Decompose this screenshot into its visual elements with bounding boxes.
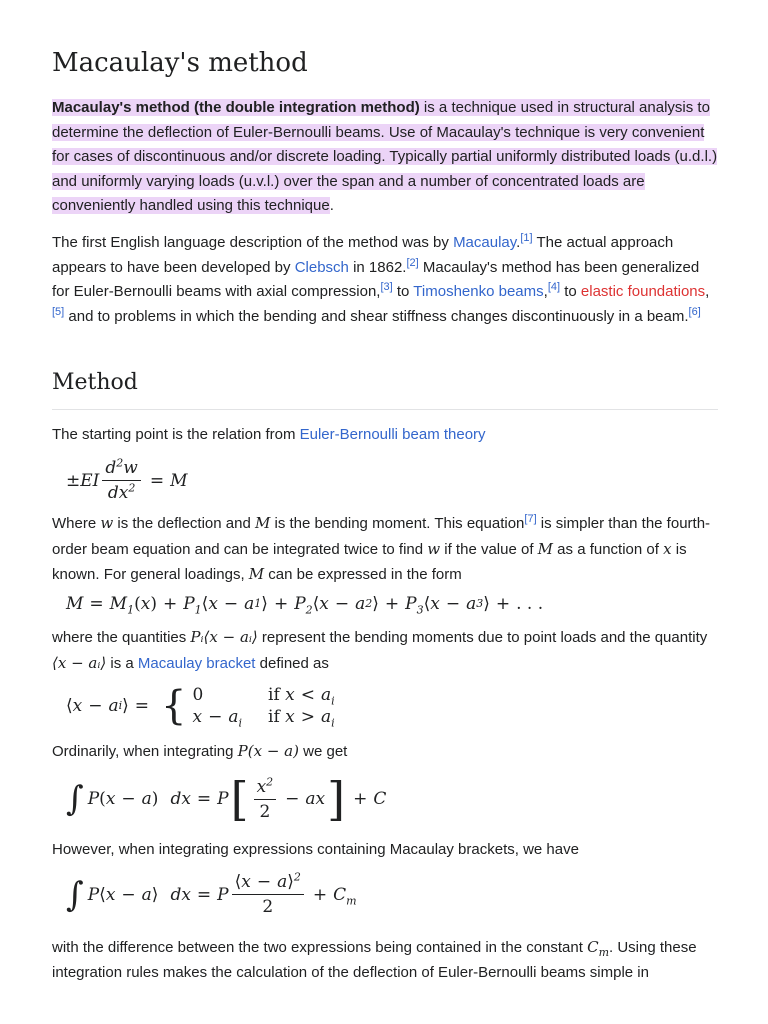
equation-beam-relation: ± EI $\frac{d^2w}{dx^2}$ = M bbox=[66, 456, 188, 503]
ref-3[interactable]: [3] bbox=[380, 281, 393, 293]
link-elastic-foundations[interactable]: elastic foundations bbox=[580, 283, 706, 300]
equation-macaulay-integral: ∫ P ⟨ x − a ⟩ dx = P $\frac{⟨x - a⟩^2}{2}$ + $C_m$ bbox=[66, 870, 357, 917]
history-paragraph: The first English language description of the method was by Macaulay.[1] The actual approach appears to have been developed by Clebsch in 1862.[2] Macaulay's method has been generalized for Euler-Bernoulli beams with axial compression,[3] to Timoshenko beams,[4] to elastic foundations,[5] and to problems in which the bending and shear stiffness changes discontinuously in a beam.[6] bbox=[52, 232, 710, 325]
equation-macaulay-bracket-definition: ⟨ x − a i ⟩ = { 0 if $x < a_i$ $x - a_i$ if $x > a_i$ bbox=[66, 683, 335, 730]
equation-ordinary-integral: ∫ P ( x − a ) dx = P [ $\frac{x^2}{2}$ − ax ] + C bbox=[66, 772, 387, 826]
however-paragraph: However, when integrating expressions containing Macaulay brackets, we have bbox=[52, 841, 579, 858]
with-difference-paragraph: with the difference between the two expressions being contained in the constant $C_m$. Using these integration rules makes the calculation of the deflection of Euler-Bernoulli beams simple in bbox=[52, 938, 697, 981]
link-clebsch[interactable]: Clebsch bbox=[294, 258, 349, 276]
ref-6[interactable]: [6] bbox=[688, 305, 701, 318]
intro-text: is a technique used in structural analysis to determine the deflection of Euler-Bernoulli beams. Use of Macaulay's technique is very convenient for cases of discontinuous and/or discrete loading. Typically partial uniformly distributed loads (u.d.l.) and uniformly varying loads (u.v.l.) over the span and a number of concentrated loads are conveniently handled using this technique bbox=[52, 99, 718, 214]
link-timoshenko-beams[interactable]: Timoshenko beams bbox=[413, 283, 544, 300]
ref-5[interactable]: [5] bbox=[52, 305, 65, 318]
link-euler-bernoulli-beam-theory[interactable]: Euler-Bernoulli beam theory bbox=[299, 426, 486, 443]
equation-moment-expansion: M = $M_1$ ( x ) + $P_1$ ⟨ x − a 1 ⟩ + $P_2$ ⟨ x − a 2 ⟩ + $P_3$ ⟨ x − a 3 ⟩ + . . . bbox=[66, 594, 544, 617]
page-title: Macaulay's method bbox=[52, 48, 308, 78]
intro-paragraph: Macaulay's method (the double integration method) is a technique used in structural analysis to determine the deflection of Euler-Bernoulli beams. Use of Macaulay's technique is very convenient for cases of discontinuous and/or discrete loading. Typically partial uniformly distributed loads (u.d.l.) and uniformly varying loads (u.v.l.) over the span and a number of concentrated loads are conveniently handled using this technique. bbox=[52, 99, 718, 214]
ref-4[interactable]: [4] bbox=[547, 281, 561, 293]
ref-7[interactable]: [7] bbox=[524, 513, 537, 525]
ref-2[interactable]: [2] bbox=[406, 256, 419, 269]
ref-1[interactable]: [1] bbox=[520, 232, 533, 244]
link-macaulay[interactable]: Macaulay bbox=[453, 234, 517, 251]
section-heading-method: Method bbox=[52, 370, 718, 410]
ordinarily-paragraph: Ordinarily, when integrating P(x − a) we get bbox=[52, 742, 348, 760]
constant-cm: $C_m$ bbox=[587, 938, 609, 959]
where-paragraph: Where w is the deflection and M is the bending moment. This equation[7] is simpler than the fourth-order beam equation and can be integrated twice to find w if the value of M as a function of x is known. For general loadings, M can be expressed in the form bbox=[52, 513, 711, 583]
quantities-paragraph: where the quantities Pᵢ⟨x − aᵢ⟩ represent the bending moments due to point loads and the quantity ⟨x − aᵢ⟩ is a Macaulay bracket defined as bbox=[52, 628, 708, 672]
starting-point-paragraph: The starting point is the relation from Euler-Bernoulli beam theory bbox=[52, 426, 486, 443]
intro-bold-term: Macaulay's method (the double integration method) bbox=[52, 99, 420, 116]
link-macaulay-bracket[interactable]: Macaulay bracket bbox=[137, 654, 256, 672]
